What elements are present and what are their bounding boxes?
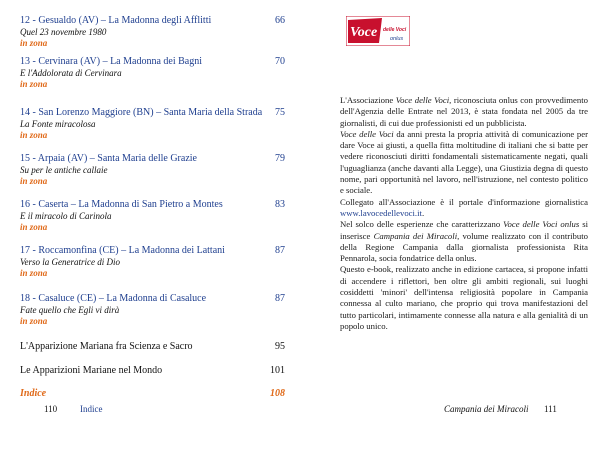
toc-entry-page: 79	[275, 153, 285, 164]
toc-entry[interactable]	[20, 293, 285, 327]
toc-indice-page: 108	[270, 388, 285, 399]
right-page	[300, 0, 600, 450]
left-running-head: Indice	[80, 404, 103, 414]
toc-section-page: 95	[275, 341, 285, 352]
toc-section-title: L'Apparizione Mariana fra Scienza e Sacro	[20, 341, 193, 352]
toc-entry-page: 66	[275, 15, 285, 26]
toc-entry-subtitle: Fate quello che Egli vi dirà	[20, 305, 120, 315]
toc-entry-subtitle: Verso la Generatrice di Dio	[20, 257, 120, 267]
toc-indice-entry[interactable]	[20, 388, 285, 400]
toc-section-page: 101	[270, 365, 285, 376]
toc-entry[interactable]	[20, 15, 285, 49]
toc-entry-subtitle: La Fonte miracolosa	[20, 119, 96, 129]
toc-entry-title: 16 - Caserta – La Madonna di San Pietro a Montes	[20, 199, 223, 210]
paragraph-2	[340, 129, 588, 197]
toc-entry-title: 14 - San Lorenzo Maggiore (BN) – Santa Maria della Strada	[20, 107, 263, 118]
toc-entry-zona: in zona	[20, 176, 48, 186]
p4-text-e: , volume realizzato con il contributo della Regione Campania dalla giornalista professionista Rita Pennarola, socia fondatrice della onlus.	[340, 230, 588, 264]
toc-entry-subtitle: Su per le antiche callaie	[20, 165, 108, 175]
p1-text-c: , riconosciuta onlus con provvedimento dell'Agenzia delle Entrate nel 2013, è stata fondata nel 2005 da tre giornalisti, di cui due professionisti ed un pubblicista.	[340, 95, 588, 128]
p4-text-a: Nel solco delle esperienze che caratterizzano	[340, 219, 504, 230]
right-running-head: Campania dei Miracoli	[444, 404, 529, 414]
toc-entry-zona: in zona	[20, 130, 48, 140]
toc-entry-zona: in zona	[20, 316, 48, 326]
voce-delle-voci-logo	[346, 16, 410, 46]
toc-entry-page: 70	[275, 56, 285, 67]
p3-text-a: Collegato all'Associazione è il portale d'informazione giornalistica	[340, 196, 588, 207]
toc-entry[interactable]	[20, 199, 285, 233]
logo-word: Voce	[350, 25, 378, 40]
toc-entry-page: 87	[275, 293, 285, 304]
toc-entry-subtitle: Quel 23 novembre 1980	[20, 27, 107, 37]
toc-entry[interactable]	[20, 56, 285, 90]
p4-text-c: si inserisce	[340, 219, 589, 241]
paragraph-5: Questo e-book, realizzato anche in edizione cartacea, si propone infatti di accendere i riflettori, ben oltre gli ambiti regionali, sui luoghi cosiddetti 'minori' dell'intensa religiosità popolare in Campania connessa al culto mariano, che proprio qui trova manifestazioni del tutto particolari, intimamente connesse alla natura e alla genialità di un popolo unico.	[340, 264, 588, 331]
p2-text-b: da anni presta la propria attività di comunicazione per dare Voce ai giusti, a quella fitta moltitudine di italiani che si batte per vedere riconosciuti diritti fondamentali sistematicamente negati, quali l'uguaglianza (anche davanti alla Legge), una Giustizia degna di questo nome, pari opportunità nel lavoro, nell'istruzione, nel contesto politico e sociale.	[340, 128, 588, 196]
toc-entry-title: 18 - Casaluce (CE) – La Madonna di Casaluce	[20, 293, 207, 304]
toc-entry[interactable]	[20, 107, 285, 141]
toc-entry-title: 17 - Roccamonfina (CE) – La Madonna dei Lattani	[20, 245, 225, 256]
p4-onlus-name: Voce delle Voci onlus	[503, 219, 580, 230]
toc-entry-zona: in zona	[20, 38, 48, 48]
toc-entry-page: 87	[275, 245, 285, 256]
paragraph-1	[340, 95, 588, 129]
portal-link[interactable]: www.lavocedellevoci.it	[340, 207, 422, 218]
toc-entry-page: 75	[275, 107, 285, 118]
right-page-number: 111	[544, 404, 557, 414]
toc-entry-title: 15 - Arpaia (AV) – Santa Maria delle Grazie	[20, 153, 197, 164]
toc-indice-title: Indice	[20, 388, 47, 399]
toc-entry-zona: in zona	[20, 79, 48, 89]
toc-entry[interactable]	[20, 153, 285, 187]
p4-book-title: Campania dei Miracoli	[373, 230, 458, 241]
toc-section-entry[interactable]	[20, 341, 285, 353]
paragraph-3	[340, 197, 588, 220]
toc-section-title: Le Apparizioni Mariane nel Mondo	[20, 365, 163, 376]
association-description	[340, 95, 588, 332]
logo-small-1: delle Voci	[383, 27, 407, 33]
left-page-number: 110	[44, 404, 58, 414]
toc-entry-title: 13 - Cervinara (AV) – La Madonna dei Bagni	[20, 56, 202, 67]
logo-small-2: onlus	[390, 36, 404, 42]
toc-entry-subtitle: E il miracolo di Carinola	[20, 211, 112, 221]
toc-entry-page: 83	[275, 199, 285, 210]
toc-entry-zona: in zona	[20, 268, 48, 278]
toc-entry-title: 12 - Gesualdo (AV) – La Madonna degli Afflitti	[20, 15, 212, 26]
p2-association-name: Voce delle Voci	[340, 128, 394, 139]
toc-entry-zona: in zona	[20, 222, 48, 232]
toc-entry[interactable]	[20, 245, 285, 279]
paragraph-4	[340, 219, 588, 264]
p3-text-c: .	[421, 207, 425, 218]
toc-section-entry[interactable]	[20, 365, 285, 377]
toc-entry-subtitle: E l'Addolorata di Cervinara	[20, 68, 122, 78]
p1-text-a: L'Associazione	[340, 95, 396, 105]
p1-association-name: Voce delle Voci	[395, 95, 450, 105]
